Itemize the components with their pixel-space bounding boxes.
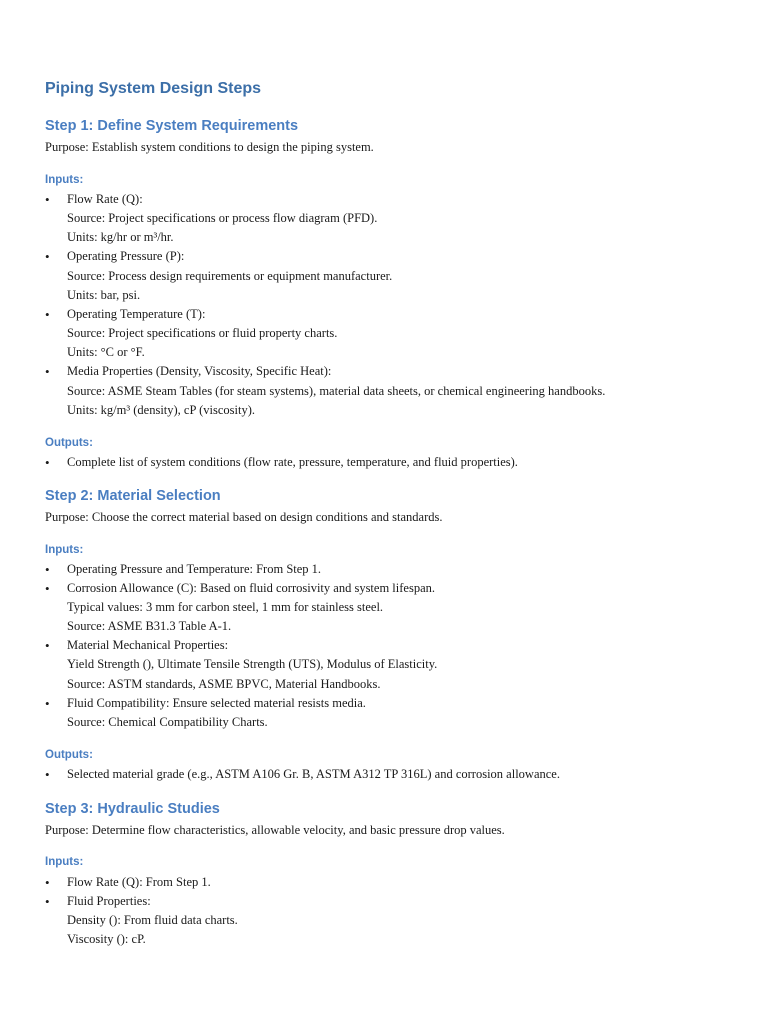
step-1-outputs-label: Outputs: (45, 437, 93, 449)
step-1-input-2-line-3: Units: bar, psi. (67, 288, 141, 302)
bullet-glyph: • (45, 638, 50, 653)
step-1-input-4-line-3: Units: kg/m³ (density), cP (viscosity). (67, 403, 255, 417)
step-2-input-2-line-2: Typical values: 3 mm for carbon steel, 1 mm for stainless steel. (67, 600, 384, 614)
step-2-outputs-label: Outputs: (45, 749, 93, 761)
bullet-glyph: • (45, 364, 50, 379)
step-2-input-4-line-2: Source: Chemical Compatibility Charts. (67, 715, 268, 729)
bullet-glyph: • (45, 307, 50, 322)
step-3-input-2-line-1: Fluid Properties: (67, 894, 151, 908)
step-1-input-3-line-3: Units: °C or °F. (67, 345, 145, 359)
bullet-glyph: • (45, 767, 50, 782)
step-2-input-3-line-3: Source: ASTM standards, ASME BPVC, Material Handbooks. (67, 677, 381, 691)
bullet-glyph: • (45, 696, 50, 711)
step-1-input-1-line-1: Flow Rate (Q): (67, 192, 143, 206)
step-2-input-4-line-1: Fluid Compatibility: Ensure selected material resists media. (67, 696, 366, 710)
step-3-purpose: Purpose: Determine flow characteristics, allowable velocity, and basic pressure drop values. (45, 823, 505, 837)
step-1-input-1-line-2: Source: Project specifications or process flow diagram (PFD). (67, 211, 378, 225)
step-3-inputs-label: Inputs: (45, 856, 84, 868)
step-2-purpose: Purpose: Choose the correct material based on design conditions and standards. (45, 510, 443, 524)
step-2-input-3-line-2: Yield Strength (), Ultimate Tensile Strength (UTS), Modulus of Elasticity. (67, 657, 438, 671)
bullet-glyph: • (45, 875, 50, 890)
bullet-glyph: • (45, 249, 50, 264)
step-3-input-2-line-3: Viscosity (): cP. (67, 932, 146, 946)
step-2-input-3-line-1: Material Mechanical Properties: (67, 638, 229, 652)
bullet-glyph: • (45, 894, 50, 909)
step-1-input-1-line-3: Units: kg/hr or m³/hr. (67, 230, 174, 244)
step-3-input-1-line-1: Flow Rate (Q): From Step 1. (67, 875, 211, 889)
bullet-glyph: • (45, 192, 50, 207)
step-2-heading: Step 2: Material Selection (45, 488, 221, 504)
step-1-input-3-line-1: Operating Temperature (T): (67, 307, 206, 321)
bullet-glyph: • (45, 581, 50, 596)
bullet-glyph: • (45, 455, 50, 470)
step-2-output-1: Selected material grade (e.g., ASTM A106 Gr. B, ASTM A312 TP 316L) and corrosion allowance. (67, 767, 560, 781)
step-1-input-4-line-2: Source: ASME Steam Tables (for steam systems), material data sheets, or chemical engineering handbooks. (67, 384, 606, 398)
step-1-input-4-line-1: Media Properties (Density, Viscosity, Specific Heat): (67, 364, 332, 378)
step-1-input-2-line-1: Operating Pressure (P): (67, 249, 185, 263)
step-3-heading: Step 3: Hydraulic Studies (45, 801, 220, 817)
step-1-input-2-line-2: Source: Process design requirements or equipment manufacturer. (67, 269, 393, 283)
step-2-input-2-line-3: Source: ASME B31.3 Table A-1. (67, 619, 232, 633)
step-2-input-1-line-1: Operating Pressure and Temperature: From Step 1. (67, 562, 322, 576)
step-1-output-1: Complete list of system conditions (flow rate, pressure, temperature, and fluid properties). (67, 455, 518, 469)
step-2-input-2-line-1: Corrosion Allowance (C): Based on fluid corrosivity and system lifespan. (67, 581, 435, 595)
document-title: Piping System Design Steps (45, 80, 262, 97)
step-1-input-3-line-2: Source: Project specifications or fluid property charts. (67, 326, 338, 340)
bullet-glyph: • (45, 562, 50, 577)
step-2-inputs-label: Inputs: (45, 544, 84, 556)
step-1-purpose: Purpose: Establish system conditions to design the piping system. (45, 140, 374, 154)
step-1-inputs-label: Inputs: (45, 174, 84, 186)
step-1-heading: Step 1: Define System Requirements (45, 118, 299, 134)
step-3-input-2-line-2: Density (): From fluid data charts. (67, 913, 238, 927)
